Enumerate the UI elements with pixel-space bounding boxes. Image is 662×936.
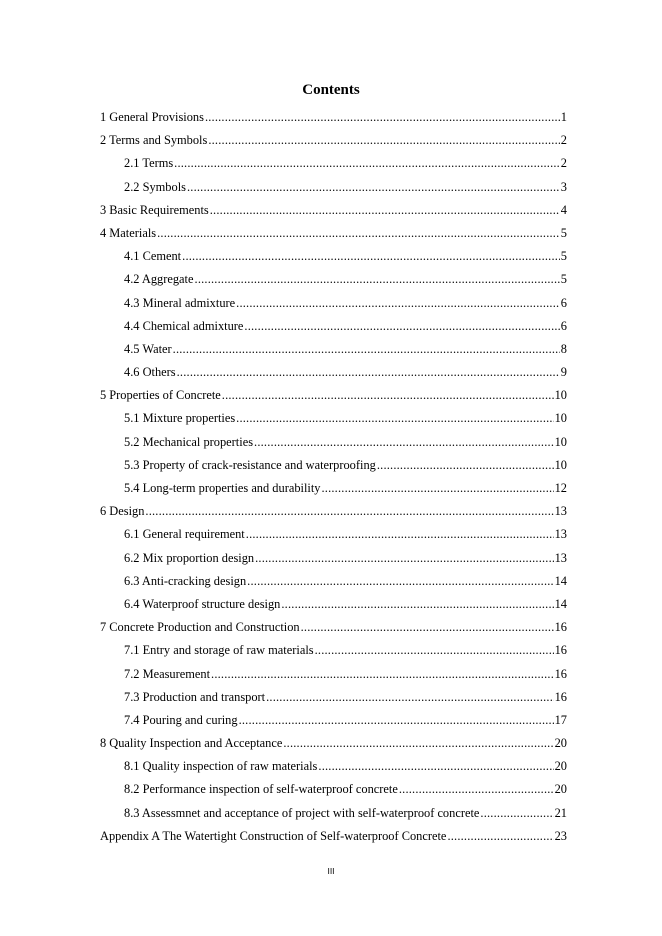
toc-dot-leader — [208, 129, 559, 152]
toc-entry-page-number: 10 — [554, 457, 567, 472]
toc-dot-leader — [236, 407, 553, 430]
toc-entry[interactable] — [100, 129, 567, 152]
toc-dot-leader — [236, 292, 560, 315]
toc-dot-leader — [239, 709, 554, 732]
toc-dot-leader — [244, 315, 559, 338]
toc-entry[interactable] — [100, 732, 567, 755]
toc-entry[interactable] — [100, 547, 567, 570]
toc-entry-label: 7.3 Production and transport — [124, 689, 266, 704]
toc-entry-label: 4.3 Mineral admixture — [124, 295, 236, 310]
toc-entry-label: 1 General Provisions — [100, 110, 204, 124]
toc-entry[interactable] — [100, 315, 567, 338]
toc-entry[interactable] — [100, 152, 567, 175]
toc-entry-page-number: 5 — [560, 225, 567, 240]
toc-dot-leader — [318, 755, 553, 778]
toc-dot-leader — [447, 825, 553, 848]
toc-dot-leader — [177, 361, 560, 384]
toc-entry-label: 5.3 Property of crack-resistance and waterproofing — [124, 457, 376, 472]
toc-dot-leader — [205, 106, 560, 129]
toc-entry-page-number: 6 — [560, 318, 567, 333]
toc-dot-leader — [182, 245, 560, 268]
toc-entry-page-number: 21 — [554, 805, 567, 820]
toc-entry[interactable] — [100, 361, 567, 384]
toc-entry-page-number: 12 — [554, 481, 567, 495]
toc-entry-page-number: 4 — [560, 202, 567, 217]
toc-entry-page-number: 17 — [554, 712, 567, 727]
toc-entry[interactable] — [100, 222, 567, 245]
toc-entry-label: Appendix A The Watertight Construction of Self-waterproof Concrete — [100, 828, 447, 843]
toc-entry-page-number: 14 — [554, 573, 567, 588]
page-title: Contents — [302, 82, 360, 98]
toc-entry-page-number: 14 — [554, 596, 567, 611]
toc-dot-leader — [174, 152, 560, 175]
toc-dot-leader — [145, 500, 553, 523]
toc-entry[interactable] — [100, 268, 567, 291]
toc-entry-page-number: 20 — [554, 736, 567, 751]
toc-entry[interactable] — [100, 384, 567, 407]
toc-entry-label: 8.2 Performance inspection of self-waterproof concrete — [124, 782, 398, 797]
toc-dot-leader — [222, 384, 554, 407]
toc-entry-label: 2.1 Terms — [124, 156, 174, 171]
toc-entry-page-number: 20 — [554, 782, 567, 797]
toc-entry-label: 7 Concrete Production and Construction — [100, 620, 300, 635]
toc-entry-page-number: 10 — [554, 388, 567, 403]
toc-entry[interactable] — [100, 500, 567, 523]
toc-dot-leader — [301, 616, 554, 639]
toc-entry-label: 5 Properties of Concrete — [100, 388, 221, 403]
toc-entry-page-number: 16 — [554, 620, 567, 635]
toc-entry[interactable] — [100, 199, 567, 222]
toc-entry-label: 6.2 Mix proportion design — [124, 550, 255, 565]
toc-entry-page-number: 20 — [554, 759, 567, 774]
toc-entry-label: 6.1 General requirement — [124, 527, 245, 542]
toc-entry-page-number: 16 — [554, 643, 567, 658]
toc-entry-page-number: 3 — [560, 179, 567, 194]
toc-entry-page-number: 10 — [554, 434, 567, 449]
toc-entry-page-number: 9 — [560, 365, 567, 380]
toc-entry-label: 4.5 Water — [124, 341, 172, 356]
toc-entry-page-number: 16 — [554, 689, 567, 704]
toc-entry-label: 8.1 Quality inspection of raw materials — [124, 759, 318, 774]
toc-entry-label: 7.4 Pouring and curing — [124, 712, 238, 727]
toc-entry-page-number: 1 — [560, 110, 567, 124]
toc-entry-label: 6.4 Waterproof structure design — [124, 596, 281, 611]
toc-dot-leader — [255, 547, 554, 570]
toc-entry[interactable] — [100, 663, 567, 686]
toc-dot-leader — [246, 523, 554, 546]
toc-entry-page-number: 2 — [560, 133, 567, 148]
toc-entry-label: 2 Terms and Symbols — [100, 133, 208, 148]
toc-entry[interactable] — [100, 477, 567, 500]
toc-entry[interactable] — [100, 338, 567, 361]
toc-dot-leader — [254, 431, 554, 454]
toc-entry[interactable] — [100, 431, 567, 454]
toc-entry-page-number: 10 — [554, 411, 567, 426]
toc-entry[interactable] — [100, 245, 567, 268]
toc-dot-leader — [377, 454, 554, 477]
toc-dot-leader — [315, 639, 554, 662]
toc-entry[interactable] — [100, 778, 567, 801]
toc-entry[interactable] — [100, 802, 567, 825]
toc-entry-label: 4 Materials — [100, 225, 157, 240]
toc-dot-leader — [247, 570, 553, 593]
toc-entry[interactable] — [100, 755, 567, 778]
toc-dot-leader — [321, 477, 553, 500]
toc-entry-page-number: 6 — [560, 295, 567, 310]
toc-entry-label: 4.2 Aggregate — [124, 272, 194, 287]
page-number-footer: III — [327, 867, 335, 876]
toc-entry-label: 5.2 Mechanical properties — [124, 434, 254, 449]
toc-entry-page-number: 2 — [560, 156, 567, 171]
toc-dot-leader — [281, 593, 553, 616]
toc-entry-page-number: 13 — [554, 504, 567, 519]
toc-dot-leader — [399, 778, 554, 801]
toc-dot-leader — [157, 222, 560, 245]
table-of-contents — [100, 106, 567, 848]
toc-entry-page-number: 16 — [554, 666, 567, 681]
toc-entry-label: 8.3 Assessmnet and acceptance of project with self-waterproof concrete — [124, 805, 480, 820]
toc-entry[interactable] — [100, 639, 567, 662]
toc-entry[interactable] — [100, 616, 567, 639]
toc-entry-page-number: 13 — [554, 527, 567, 542]
toc-dot-leader — [210, 199, 560, 222]
toc-entry-label: 4.4 Chemical admixture — [124, 318, 244, 333]
toc-entry-label: 3 Basic Requirements — [100, 202, 209, 217]
toc-entry[interactable] — [100, 686, 567, 709]
toc-entry[interactable] — [100, 523, 567, 546]
toc-entry[interactable] — [100, 407, 567, 430]
toc-entry-page-number: 5 — [560, 272, 567, 287]
toc-dot-leader — [195, 268, 560, 291]
toc-entry-label: 7.1 Entry and storage of raw materials — [124, 643, 314, 658]
toc-dot-leader — [283, 732, 553, 755]
toc-entry-label: 6.3 Anti-cracking design — [124, 573, 247, 588]
toc-dot-leader — [187, 176, 560, 199]
toc-entry[interactable] — [100, 292, 567, 315]
toc-entry-label: 2.2 Symbols — [124, 179, 186, 194]
toc-entry[interactable] — [100, 570, 567, 593]
toc-entry-page-number: 8 — [560, 341, 567, 356]
toc-entry[interactable] — [100, 106, 567, 129]
toc-entry-label: 6 Design — [100, 504, 145, 519]
toc-entry[interactable] — [100, 825, 567, 848]
toc-entry-page-number: 23 — [554, 828, 567, 843]
toc-dot-leader — [480, 802, 553, 825]
toc-entry-page-number: 13 — [554, 550, 567, 565]
toc-entry-label: 4.6 Others — [124, 365, 176, 380]
toc-entry[interactable] — [100, 454, 567, 477]
toc-entry-label: 4.1 Cement — [124, 249, 182, 264]
toc-entry[interactable] — [100, 176, 567, 199]
toc-entry[interactable] — [100, 709, 567, 732]
toc-entry-label: 8 Quality Inspection and Acceptance — [100, 736, 283, 751]
toc-entry-page-number: 5 — [560, 249, 567, 264]
toc-dot-leader — [173, 338, 560, 361]
toc-entry[interactable] — [100, 593, 567, 616]
toc-dot-leader — [266, 686, 554, 709]
toc-entry-label: 5.1 Mixture properties — [124, 411, 236, 426]
toc-dot-leader — [211, 663, 554, 686]
toc-entry-label: 7.2 Measurement — [124, 666, 211, 681]
toc-entry-label: 5.4 Long-term properties and durability — [124, 481, 321, 495]
